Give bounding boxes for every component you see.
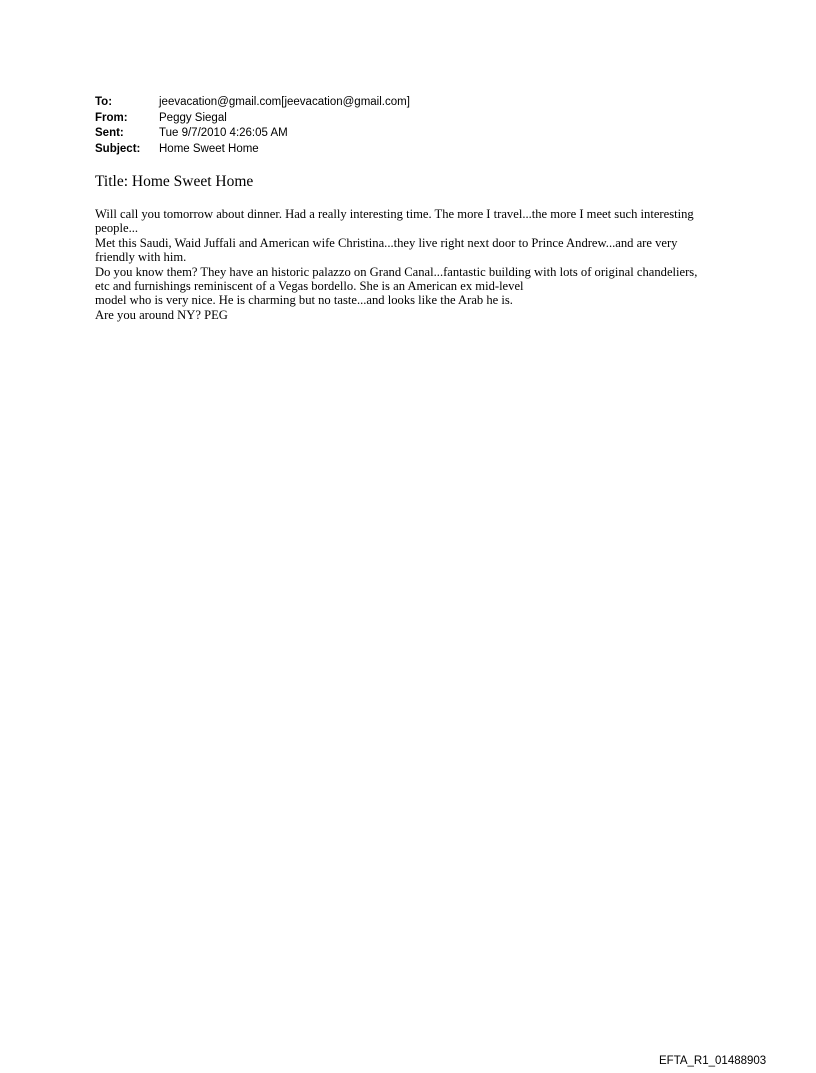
header-row-from: [95, 111, 715, 127]
header-row-sent: [95, 126, 715, 142]
body-line: Are you around NY? PEG: [95, 307, 228, 322]
page-title: Title: Home Sweet Home: [95, 173, 254, 190]
body-line: people...: [95, 221, 139, 236]
body-line: model who is very nice. He is charming but no taste...and looks like the Arab he is.: [95, 293, 513, 308]
header-row-subject: [95, 142, 715, 158]
body-line: Will call you tomorrow about dinner. Had a really interesting time. The more I travel...the more I meet such interesting: [95, 207, 694, 221]
body-line: Met this Saudi, Waid Juffali and American wife Christina...they live right next door to Prince Andrew...and are very: [95, 235, 678, 250]
header-label-subject: Subject:: [95, 142, 141, 155]
header-value-from: Peggy Siegal: [159, 111, 227, 124]
header-value-to: jeevacation@gmail.com[jeevacation@gmail.com]: [159, 96, 410, 108]
header-value-sent: Tue 9/7/2010 4:26:05 AM: [159, 127, 288, 139]
bates-number: EFTA_R1_01488903: [659, 1055, 767, 1067]
header-label-sent: Sent:: [95, 127, 124, 139]
body-line: Do you know them? They have an historic palazzo on Grand Canal...fantastic building with lots of original chandeliers,: [95, 264, 698, 279]
header-label-to: To:: [95, 96, 113, 108]
header-label-from: From:: [95, 111, 128, 124]
email-body: [95, 207, 707, 322]
header-value-subject: Home Sweet Home: [159, 142, 259, 155]
email-header: [95, 95, 715, 157]
header-row-to: [95, 95, 715, 111]
body-line: etc and furnishings reminiscent of a Vegas bordello. She is an American ex mid-level: [95, 279, 524, 294]
body-line: friendly with him.: [95, 250, 187, 265]
